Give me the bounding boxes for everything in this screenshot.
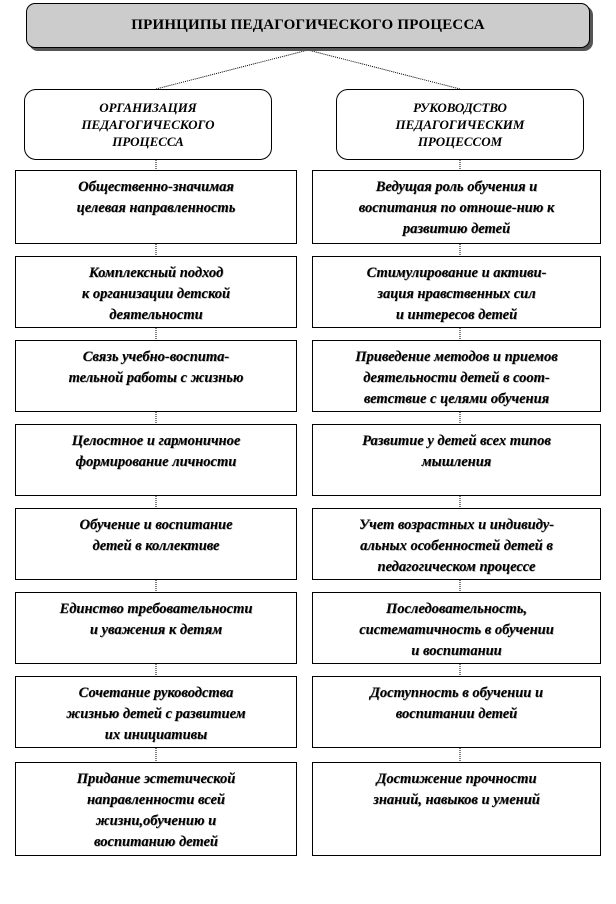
left-principle-box xyxy=(15,592,297,664)
left-principle-text: Целостное и гармоничное формирование личности xyxy=(71,433,241,470)
left-principle-box xyxy=(15,170,297,244)
right-principle-text: Приведение методов и приемов деятельности детей в соот- ветствие с целями обучения xyxy=(355,349,558,407)
left-principle-text: Единство требовательности и уважения к детям xyxy=(59,601,253,638)
right-column-heading: РУКОВОДСТВО ПЕДАГОГИЧЕСКИМ ПРОЦЕССОМ xyxy=(336,89,584,160)
left-principle-text: Общественно-значимая целевая направленность xyxy=(76,179,236,216)
left-column-heading: ОРГАНИЗАЦИЯ ПЕДАГОГИЧЕСКОГО ПРОЦЕССА xyxy=(24,89,272,160)
left-principle-box xyxy=(15,762,297,856)
left-principle-box xyxy=(15,508,297,580)
right-principle-text: Развитие у детей всех типов мышления xyxy=(362,433,551,470)
left-principle-box xyxy=(15,340,297,412)
right-principle-box xyxy=(312,592,601,664)
right-principle-box xyxy=(312,676,601,748)
left-principle-box xyxy=(15,676,297,748)
left-principle-box xyxy=(15,256,297,328)
right-principle-text: Стимулирование и активи- зация нравственных сил и интересов детей xyxy=(366,265,547,323)
right-principle-box xyxy=(312,340,601,412)
left-principle-text: Связь учебно-воспита- тельной работы с жизнью xyxy=(68,349,244,386)
right-principle-text: Достижение прочности знаний, навыков и умений xyxy=(373,771,540,808)
left-principle-text: Комплексный подход к организации детской деятельности xyxy=(81,265,231,323)
right-principle-box xyxy=(312,508,601,580)
right-principle-box xyxy=(312,424,601,496)
right-principle-text: Последовательность, систематичность в обучении и воспитании xyxy=(359,601,554,659)
right-principle-text: Ведущая роль обучения и воспитания по отноше-нию к развитию детей xyxy=(358,179,555,237)
right-principle-box xyxy=(312,170,601,244)
right-principle-text: Учет возрастных и индивиду- альных особенностей детей в педагогическом процессе xyxy=(359,517,554,575)
right-principle-text: Доступность в обучении и воспитании детей xyxy=(369,685,544,722)
left-principle-text: Придание эстетической направленности всей жизни,обучению и воспитанию детей xyxy=(76,771,236,850)
right-principle-box xyxy=(312,256,601,328)
left-principle-text: Сочетание руководства жизнью детей с развитием их инициативы xyxy=(66,685,246,743)
right-principle-box xyxy=(312,762,601,856)
left-principle-text: Обучение и воспитание детей в коллективе xyxy=(79,517,233,554)
diagram-title: ПРИНЦИПЫ ПЕДАГОГИЧЕСКОГО ПРОЦЕССА xyxy=(26,3,590,48)
left-principle-box xyxy=(15,424,297,496)
